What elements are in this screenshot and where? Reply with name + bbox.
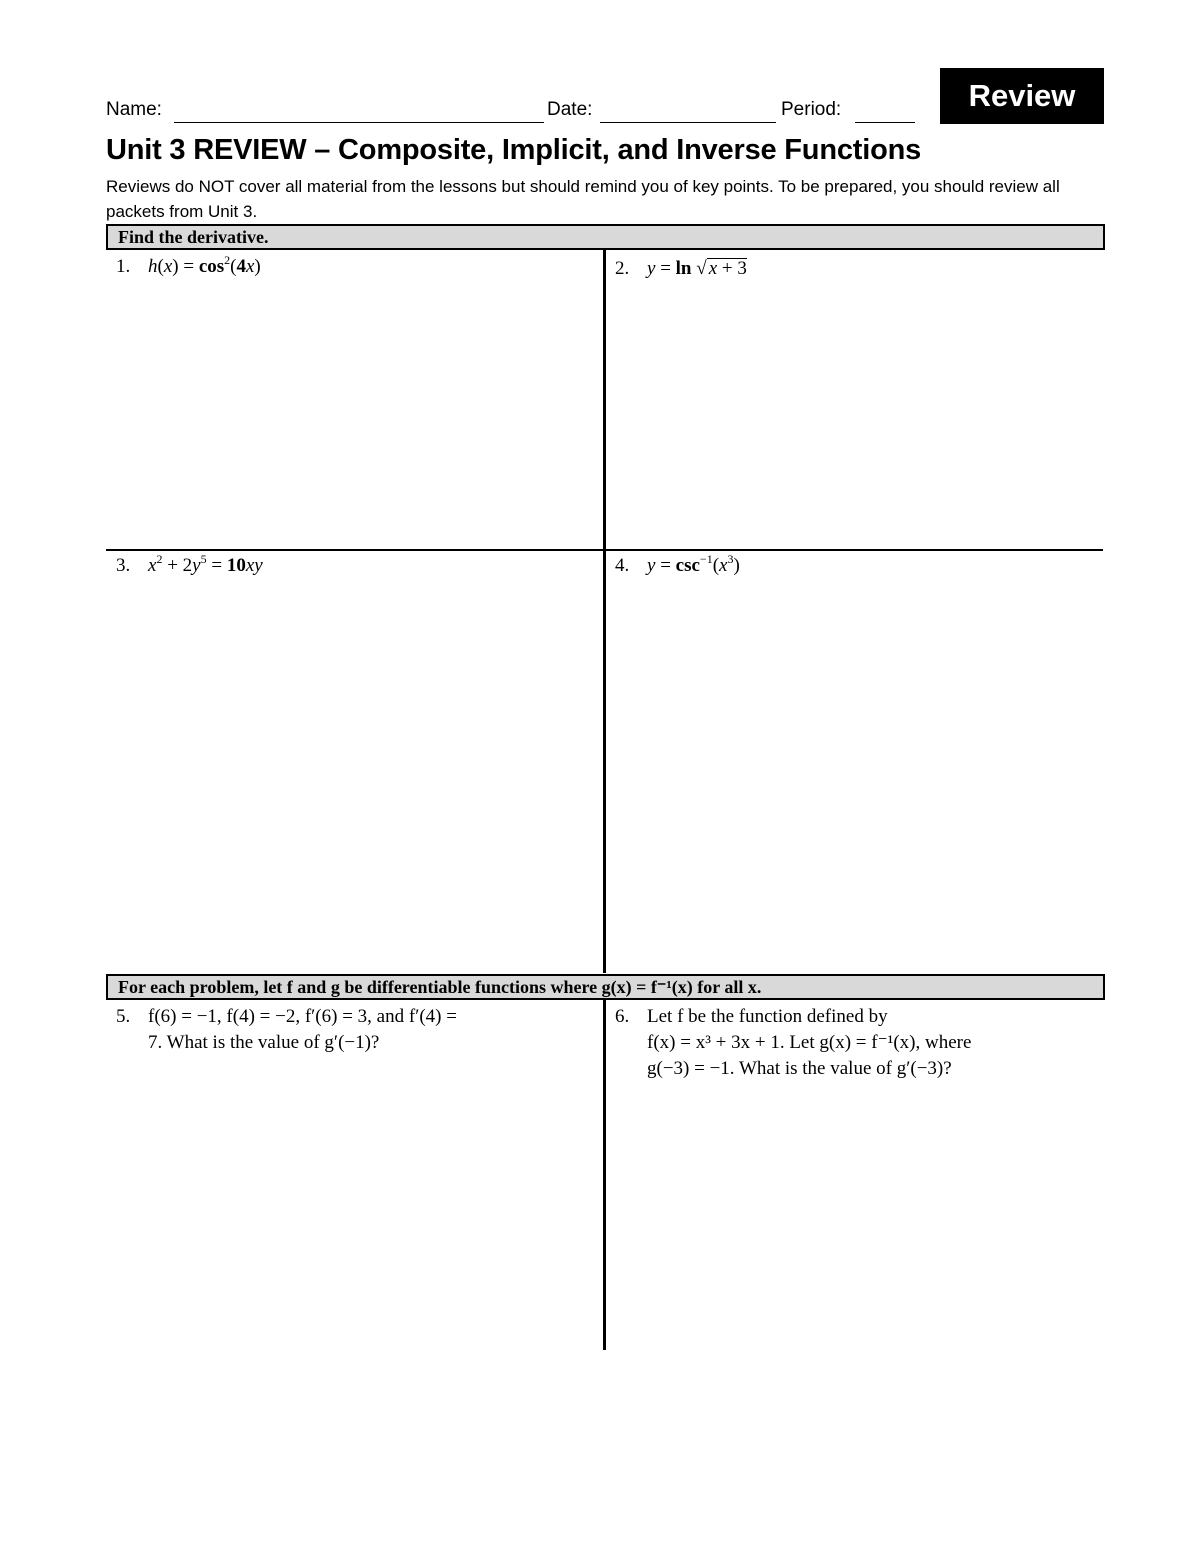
review-badge: Review bbox=[940, 68, 1104, 124]
problem-expression: y = ln √ x + 3 bbox=[647, 258, 747, 279]
problem-2 bbox=[615, 256, 747, 282]
problem-expression: $y = \csc^{-1}(x^3)$ bbox=[647, 552, 740, 576]
section-heading-inverse-functions bbox=[106, 974, 1105, 1000]
student-info-header bbox=[106, 99, 926, 129]
date-field[interactable] bbox=[600, 122, 776, 123]
section-heading-find-derivative bbox=[106, 224, 1105, 250]
problem-1 bbox=[116, 254, 261, 280]
problem-number: 6. bbox=[615, 1006, 630, 1027]
period-label: Period: bbox=[781, 99, 842, 120]
name-label: Name: bbox=[106, 99, 162, 120]
problem-text-line-2: 7. What is the value of g′(−1)? bbox=[148, 1032, 380, 1053]
problem-text-line-2: f(x) = x³ + 3x + 1. Let g(x) = f⁻¹(x), where bbox=[647, 1032, 972, 1053]
problem-expression: $h(x) = \cos^2(4x)$ bbox=[148, 253, 261, 277]
row-divider bbox=[106, 549, 1103, 551]
problem-text-line-1: Let f be the function defined by bbox=[647, 1006, 888, 1027]
problem-text-line-3: g(−3) = −1. What is the value of g′(−3)? bbox=[647, 1058, 952, 1079]
problem-6 bbox=[615, 1004, 971, 1082]
column-divider-bottom bbox=[603, 1000, 606, 1350]
problem-3 bbox=[116, 553, 263, 579]
section-heading-text: For each problem, let f and g be differentiable functions where g(x) = f⁻¹(x) for all x. bbox=[118, 977, 762, 997]
problem-number: 1. bbox=[116, 256, 131, 277]
problem-4 bbox=[615, 553, 740, 579]
problem-expression: $x^2 + 2y^5 = 10xy$ bbox=[148, 552, 263, 576]
intro-text: Reviews do NOT cover all material from the lessons but should remind you of key points. To be prepared, you should review all packets from Unit 3. bbox=[106, 177, 1060, 221]
problem-text-line-1: f(6) = −1, f(4) = −2, f′(6) = 3, and f′(4) = bbox=[148, 1006, 457, 1027]
page-title: Unit 3 REVIEW – Composite, Implicit, and Inverse Functions bbox=[106, 134, 922, 166]
section-heading-text: Find the derivative. bbox=[118, 227, 269, 247]
period-field[interactable] bbox=[855, 122, 915, 123]
problem-number: 5. bbox=[116, 1006, 131, 1027]
date-label: Date: bbox=[547, 99, 593, 120]
problem-number: 4. bbox=[615, 555, 630, 576]
problem-5 bbox=[116, 1004, 457, 1056]
column-divider-top bbox=[603, 250, 606, 973]
problem-number: 2. bbox=[615, 258, 630, 279]
problem-number: 3. bbox=[116, 555, 131, 576]
name-field[interactable] bbox=[174, 122, 544, 123]
